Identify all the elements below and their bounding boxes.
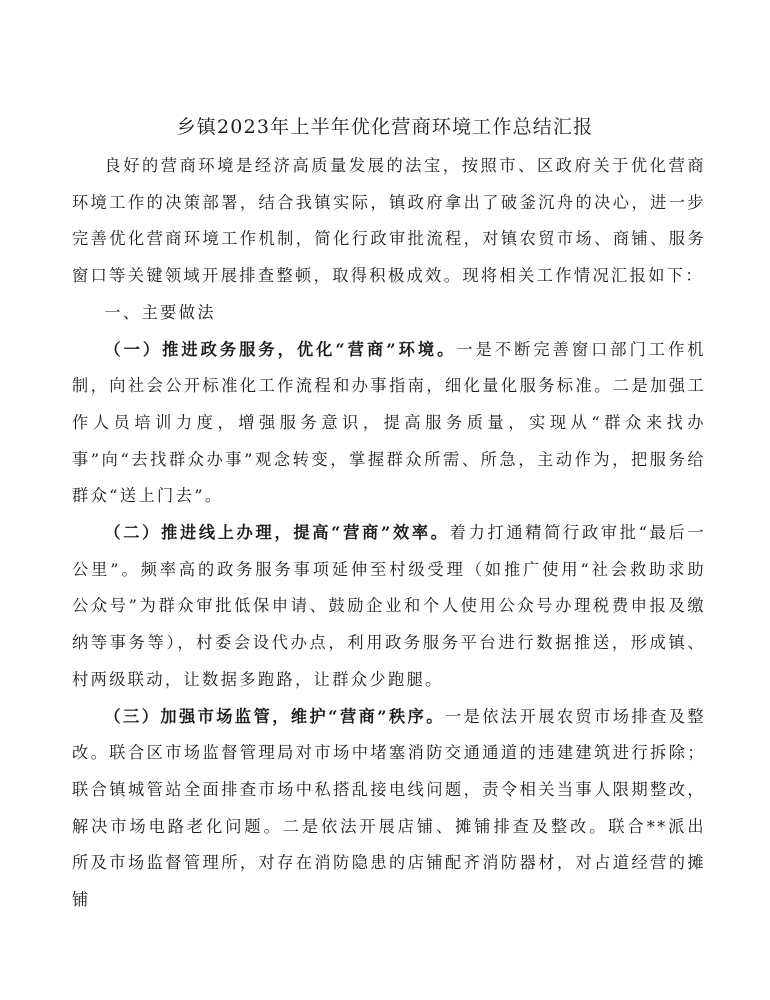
item-paragraph-2 xyxy=(72,515,706,699)
item-paragraph-1 xyxy=(72,332,706,516)
item-text-3: 一是依法开展农贸市场排查及整改。联合区市场监督管理局对市场中堵塞消防交通通道的违建建筑进行拆除；联合镇城管站全面排查市场中私搭乱接电线问题，责令相关当事人限期整改，解决市场电路老化问题。二是依法开展店铺、摊铺排查及整改。联合**派出所及市场监督管理所，对存在消防隐患的店铺配齐消防器材，对占道经营的摊铺 xyxy=(72,706,706,910)
item-text-2: 着力打通精简行政审批“最后一公里”。频率高的政务服务事项延伸至村级受理（如推广使用“社会救助求助公众号”为群众审批低保申请、鼓励企业和个人使用公众号办理税费申报及缴纳等事务等），村委会设代办点，利用政务服务平台进行数据推送，形成镇、村两级联动，让数据多跑路，让群众少跑腿。 xyxy=(72,523,706,689)
item-lead-3: （三）加强市场监管，维护“营商”秩序。 xyxy=(104,706,445,726)
section-heading: 一、主要做法 xyxy=(104,302,216,322)
document-body xyxy=(72,148,706,919)
item-lead-1: （一）推进政务服务，优化“营商”环境。 xyxy=(104,339,457,359)
item-lead-2: （二）推进线上办理，提高“营商”效率。 xyxy=(104,523,450,543)
document-title: 乡镇2023年上半年优化营商环境工作总结汇报 xyxy=(176,116,594,138)
item-paragraph-3 xyxy=(72,699,706,919)
item-text-1: 一是不断完善窗口部门工作机制，向社会公开标准化工作流程和办事指南，细化量化服务标准。二是加强工作人员培训力度，增强服务意识，提高服务质量，实现从“群众来找办事”向“去找群众办事”观念转变，掌握群众所需、所急，主动作为，把服务给群众“送上门去”。 xyxy=(72,339,706,506)
intro-paragraph: 良好的营商环境是经济高质量发展的法宝，按照市、区政府关于优化营商环境工作的决策部署，结合我镇实际，镇政府拿出了破釜沉舟的决心，进一步完善优化营商环境工作机制，简化行政审批流程，对镇农贸市场、商铺、服务窗口等关键领域开展排查整顿，取得积极成效。现将相关工作情况汇报如下： xyxy=(72,156,706,286)
